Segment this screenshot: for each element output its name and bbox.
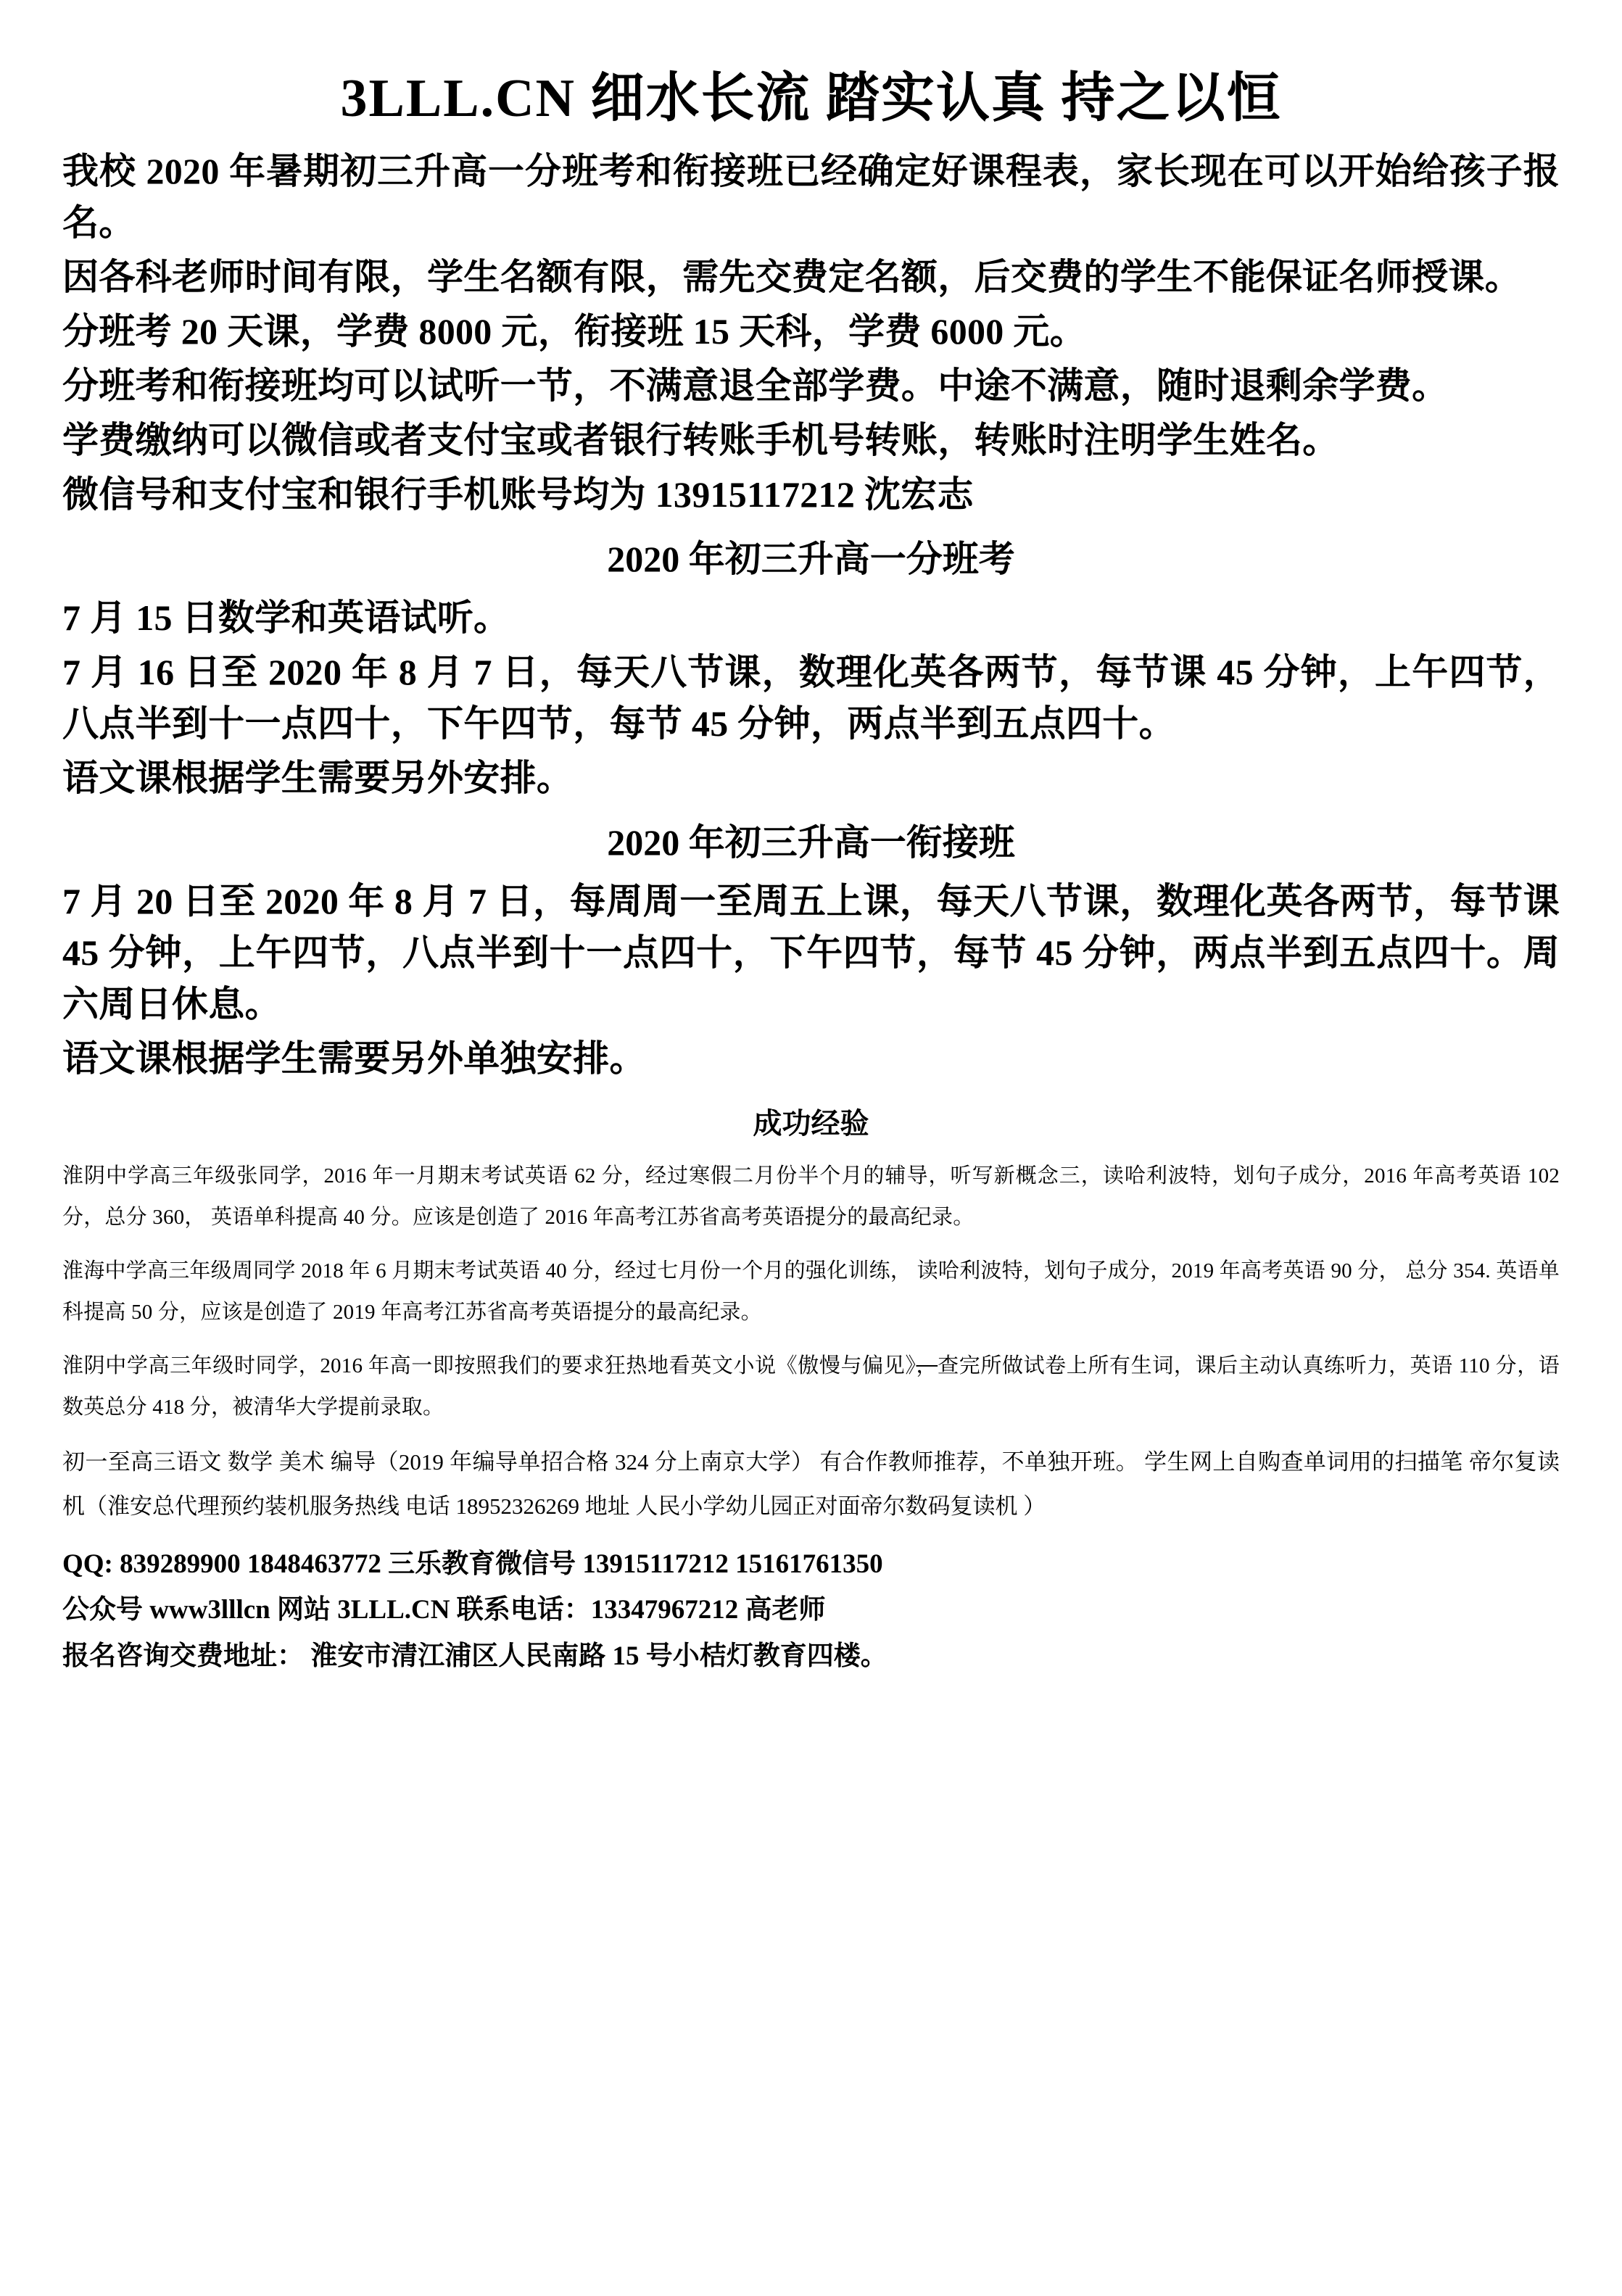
contact-website-phone-line: 公众号 www3lllcn 网站 3LLL.CN 联系电话：13347967212 高老师	[62, 1595, 826, 1625]
fenbankao-paragraph-1: 7 月 15 日数学和英语试听。	[62, 597, 510, 639]
intro-paragraph-4: 分班考和衔接班均可以试听一节，不满意退全部学费。中途不满意，随时退剩余学费。	[62, 365, 1449, 407]
fenbankao-paragraph-3: 语文课根据学生需要另外安排。	[62, 758, 574, 799]
payment-account-line: 微信号和支付宝和银行手机账号均为 13915117212 沈宏志	[62, 474, 974, 515]
success-case-3-strikethrough: ，	[916, 1354, 938, 1378]
xianjieban-paragraph-1: 7 月 20 日至 2020 年 8 月 7 日，每周周一至周五上课，每天八节课，数理化英各两节，每节课 45 分钟，上午四节，八点半到十一点四十，下午四节，每节 45 分钟，两点半到五点四十。周六周日休息。	[62, 881, 1560, 1025]
intro-paragraph-2: 因各科老师时间有限，学生名额有限，需先交费定名额，后交费的学生不能保证名师授课。	[62, 257, 1521, 298]
contact-address-line: 报名咨询交费地址： 淮安市清江浦区人民南路 15 号小桔灯教育四楼。	[62, 1641, 887, 1671]
intro-paragraph-3: 分班考 20 天课，学费 8000 元，衔接班 15 天科，学费 6000 元。	[62, 311, 1086, 352]
page-title: 3LLL.CN 细水长流 踏实认真 持之以恒	[340, 69, 1282, 128]
success-case-3	[62, 1346, 1560, 1427]
success-case-3-part2: 查完所做试卷上所有生词，课后主动认真练听力，英语 110 分，语数英总分 418 分，被清华大学提前录取。	[62, 1354, 1560, 1419]
intro-paragraph-5: 学费缴纳可以微信或者支付宝或者银行转账手机号转账，转账时注明学生姓名。	[62, 420, 1339, 461]
success-case-2: 淮海中学高三年级周同学 2018 年 6 月期末考试英语 40 分，经过七月份一个月的强化训练， 读哈利波特，划句子成分，2019 年高考英语 90 分， 总分 354. 英语单科提高 50 分，应该是创造了 2019 年高考江苏省高考英语提分的最高纪录。	[62, 1259, 1560, 1324]
section-heading-xianjieban: 2020 年初三升高一衔接班	[607, 822, 1015, 863]
spacer	[62, 1535, 1560, 1543]
section-heading-success: 成功经验	[753, 1107, 869, 1140]
xianjieban-paragraph-2: 语文课根据学生需要另外单独安排。	[62, 1038, 646, 1079]
contact-qq-wechat-line: QQ: 839289900 1848463772 三乐教育微信号 13915117212 15161761350	[62, 1549, 883, 1580]
success-case-3-part1: 淮阴中学高三年级时同学，2016 年高一即按照我们的要求狂热地看英文小说《傲慢与偏见》	[62, 1354, 916, 1378]
success-case-1: 淮阴中学高三年级张同学，2016 年一月期末考试英语 62 分，经过寒假二月份半个月的辅导，听写新概念三，读哈利波特，划句子成分，2016 年高考英语 102 分，总分 360， 英语单科提高 40 分。应该是创造了 2016 年高考江苏省高考英语提分的最高纪录。	[62, 1164, 1560, 1229]
intro-paragraph-1: 我校 2020 年暑期初三升高一分班考和衔接班已经确定好课程表，家长现在可以开始给孩子报名。	[62, 151, 1560, 244]
section-heading-fenbankao: 2020 年初三升高一分班考	[607, 539, 1015, 580]
fenbankao-paragraph-2: 7 月 16 日至 2020 年 8 月 7 日，每天八节课，数理化英各两节，每节课 45 分钟，上午四节，八点半到十一点四十，下午四节，每节 45 分钟，两点半到五点四十。	[62, 652, 1560, 745]
courses-offered-line: 初一至高三语文 数学 美术 编导（2019 年编导单招合格 324 分上南京大学） 有合作教师推荐，不单独开班。 学生网上自购查单词用的扫描笔 帝尔复读机（淮安总代理预约装机服务热线 电话 18952326269 地址 人民小学幼儿园正对面帝尔数码复读机 ）	[62, 1449, 1560, 1519]
